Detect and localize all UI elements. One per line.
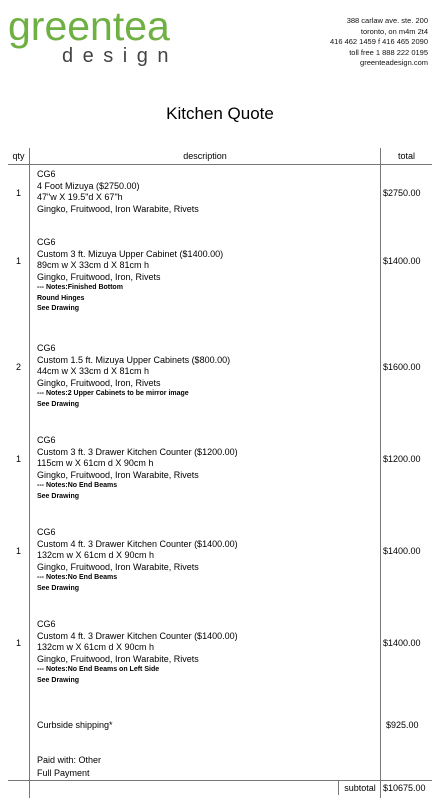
item-qty: 1 <box>15 454 21 464</box>
item-description <box>37 169 377 215</box>
address-line: 388 carlaw ave. ste. 200 <box>346 16 428 25</box>
column-divider <box>380 148 381 798</box>
payment-status: Full Payment <box>37 768 90 778</box>
item-detail-line: Gingko, Fruitwood, Iron, Rivets <box>37 377 161 388</box>
item-note: --- Notes:No End Beams on Left Side <box>37 666 160 673</box>
item-description <box>37 619 377 686</box>
item-detail-line: 115cm w X 61cm d X 90cm h <box>37 458 154 468</box>
item-detail-line: Gingko, Fruitwood, Iron Warabite, Rivets <box>37 561 199 572</box>
item-note: See Drawing <box>37 400 80 408</box>
item-total: $1600.00 <box>383 362 421 372</box>
item-total: $1400.00 <box>383 546 421 556</box>
logo-wordmark: greentea <box>8 3 170 49</box>
item-qty: 1 <box>15 546 21 556</box>
item-note: Round Hinges <box>37 294 85 302</box>
item-note: --- Notes:Finished Bottom <box>37 284 123 291</box>
item-detail-line: 132cm w X 61cm d X 90cm h <box>37 550 155 560</box>
item-note: See Drawing <box>37 492 80 500</box>
item-detail-line: Gingko, Fruitwood, Iron Warabite, Rivets <box>37 653 199 664</box>
column-divider <box>29 148 30 798</box>
item-note: --- Notes:2 Upper Cabinets to be mirror image <box>37 390 189 397</box>
website-line: greenteadesign.com <box>360 58 428 68</box>
item-detail-line: Gingko, Fruitwood, Iron Warabite, Rivets <box>37 203 199 214</box>
item-qty: 1 <box>15 256 21 266</box>
company-logo <box>8 3 178 67</box>
item-detail-line: 44cm w X 33cm d X 81cm h <box>37 366 150 376</box>
item-detail-line: 47"w X 19.5"d X 67"h <box>37 192 123 202</box>
document-title: Kitchen Quote <box>166 104 274 123</box>
header-qty: qty <box>12 151 25 161</box>
item-code: CG6 <box>37 343 56 353</box>
item-description <box>37 237 377 315</box>
quote-table <box>8 148 432 798</box>
item-description <box>37 343 377 410</box>
payment-method: Paid with: Other <box>37 755 102 765</box>
phone-line: 416 462 1459 f 416 465 2090 <box>329 37 428 47</box>
item-detail-line: Gingko, Fruitwood, Iron, Rivets <box>37 271 161 282</box>
item-detail-line: 4 Foot Mizuya ($2750.00) <box>37 180 140 191</box>
item-qty: 1 <box>15 188 21 198</box>
item-description <box>37 527 377 594</box>
item-detail-line: Custom 4 ft. 3 Drawer Kitchen Counter ($1400.00) <box>37 630 238 641</box>
logo-subtitle: design <box>62 45 178 67</box>
header-rule <box>8 164 432 165</box>
item-code: CG6 <box>37 237 56 247</box>
item-detail-line: Custom 3 ft. 3 Drawer Kitchen Counter ($1200.00) <box>37 446 238 457</box>
item-note: See Drawing <box>37 305 80 312</box>
item-code: CG6 <box>37 435 56 445</box>
item-qty: 2 <box>15 362 21 372</box>
item-qty: 1 <box>15 638 21 648</box>
subtotal-value: $10675.00 <box>383 783 426 793</box>
subtotal-label: subtotal <box>338 781 381 795</box>
tollfree-line: toll free 1 888 222 0195 <box>349 47 428 57</box>
header-total: total <box>397 151 415 161</box>
item-detail-line: Gingko, Fruitwood, Iron Warabite, Rivets <box>37 469 199 480</box>
address-line: toronto, on m4m 2t4 <box>360 26 428 36</box>
header-description: description <box>183 151 227 161</box>
shipping-label: Curbside shipping* <box>37 720 113 730</box>
item-note: --- Notes:No End Beams <box>37 482 118 489</box>
item-note: See Drawing <box>37 584 80 592</box>
item-detail-line: Custom 1.5 ft. Mizuya Upper Cabinets ($800.00) <box>37 354 231 365</box>
item-code: CG6 <box>37 619 56 629</box>
item-description <box>37 435 377 502</box>
company-address <box>330 16 428 69</box>
item-total: $1400.00 <box>383 638 421 648</box>
item-detail-line: 89cm w X 33cm d X 81cm h <box>37 260 150 270</box>
item-code: CG6 <box>37 527 56 537</box>
item-code: CG6 <box>37 169 56 179</box>
item-total: $1200.00 <box>383 454 421 464</box>
item-note: --- Notes:No End Beams <box>37 574 118 581</box>
item-total: $1400.00 <box>383 256 421 266</box>
item-total: $2750.00 <box>383 188 421 198</box>
item-detail-line: Custom 4 ft. 3 Drawer Kitchen Counter ($1400.00) <box>37 538 238 549</box>
shipping-total: $925.00 <box>386 720 419 730</box>
item-detail-line: 132cm w X 61cm d X 90cm h <box>37 642 155 652</box>
item-detail-line: Custom 3 ft. Mizuya Upper Cabinet ($1400.00) <box>37 248 224 259</box>
item-note: See Drawing <box>37 676 80 684</box>
